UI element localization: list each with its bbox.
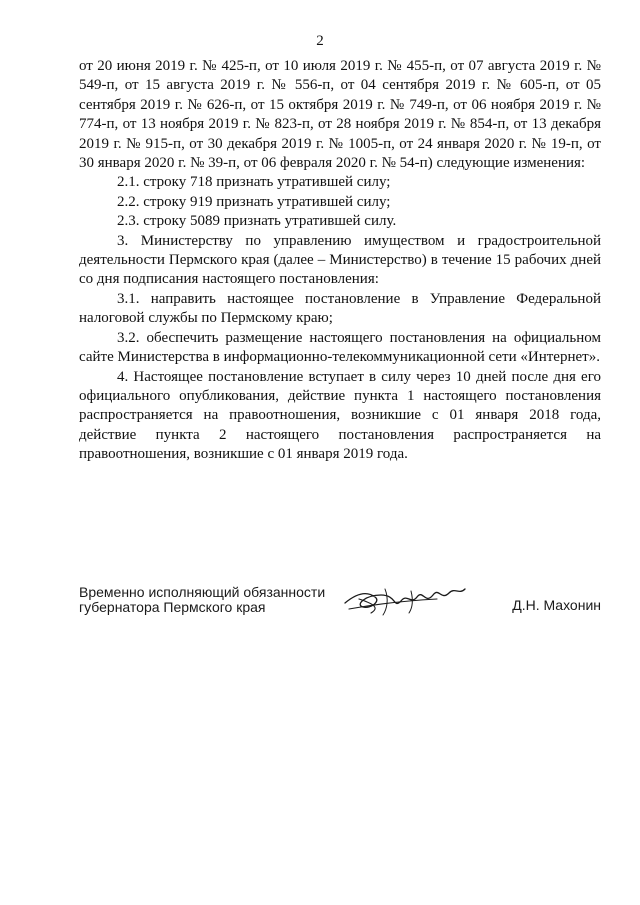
paragraph-amendments-list: от 20 июня 2019 г. № 425-п, от 10 июля 2019 г. № 455-п, от 07 августа 2019 г. № 549-п, от 15 августа 2019 г. № 556-п, от 04 сентября 2019 г. № 605-п, от 05 сентября 2019 г. № 626-п, от 15 октября 2019 г. № 749-п, от 06 ноября 2019 г. № 774-п, от 13 ноября 2019 г. № 823-п, от 28 ноября 2019 г. № 854-п, от 13 декабря 2019 г. № 915-п, от 30 декабря 2019 г. № 1005-п, от 24 января 2020 г. № 19-п, от 30 января 2020 г. № 39-п, от 06 февраля 2020 г. № 54-п) следующие изменения: — [79, 58, 601, 172]
signer-title — [79, 585, 325, 615]
document-body — [79, 57, 601, 465]
paragraph-2-1: 2.1. строку 718 признать утратившей силу; — [117, 174, 391, 191]
page-number: 2 — [316, 33, 324, 49]
paragraph-3-2: 3.2. обеспечить размещение настоящего постановления на официальном сайте Министерства в информационно-телекоммуникационной сети «Интернет». — [79, 329, 601, 366]
signer-title-line-1: Временно исполняющий обязанности — [79, 584, 326, 600]
signer-title-line-2: губернатора Пермского края — [79, 599, 266, 615]
signer-name: Д.Н. Махонин — [512, 597, 601, 613]
paragraph-2-2: 2.2. строку 919 признать утратившей силу; — [117, 193, 391, 210]
paragraph-4: 4. Настоящее постановление вступает в силу через 10 дней после дня его официального опубликования, действие пункта 1 настоящего постановления распространяется на правоотношения, возникшие с 01 января 2018 года, действие пункта 2 настоящего постановления распространяется на правоотношения, возникшие с 01 января 2019 года. — [79, 368, 601, 463]
paragraph-3-1: 3.1. направить настоящее постановление в Управление Федеральной налоговой службы по Пермскому краю; — [79, 290, 601, 327]
paragraph-2-3: 2.3. строку 5089 признать утратившей силу. — [117, 213, 397, 230]
signature-block — [79, 585, 601, 625]
paragraph-3: 3. Министерству по управлению имуществом и градостроительной деятельности Пермского края (далее – Министерство) в течение 15 рабочих дней со дня подписания настоящего постановления: — [79, 232, 601, 288]
handwritten-signature — [341, 579, 471, 619]
